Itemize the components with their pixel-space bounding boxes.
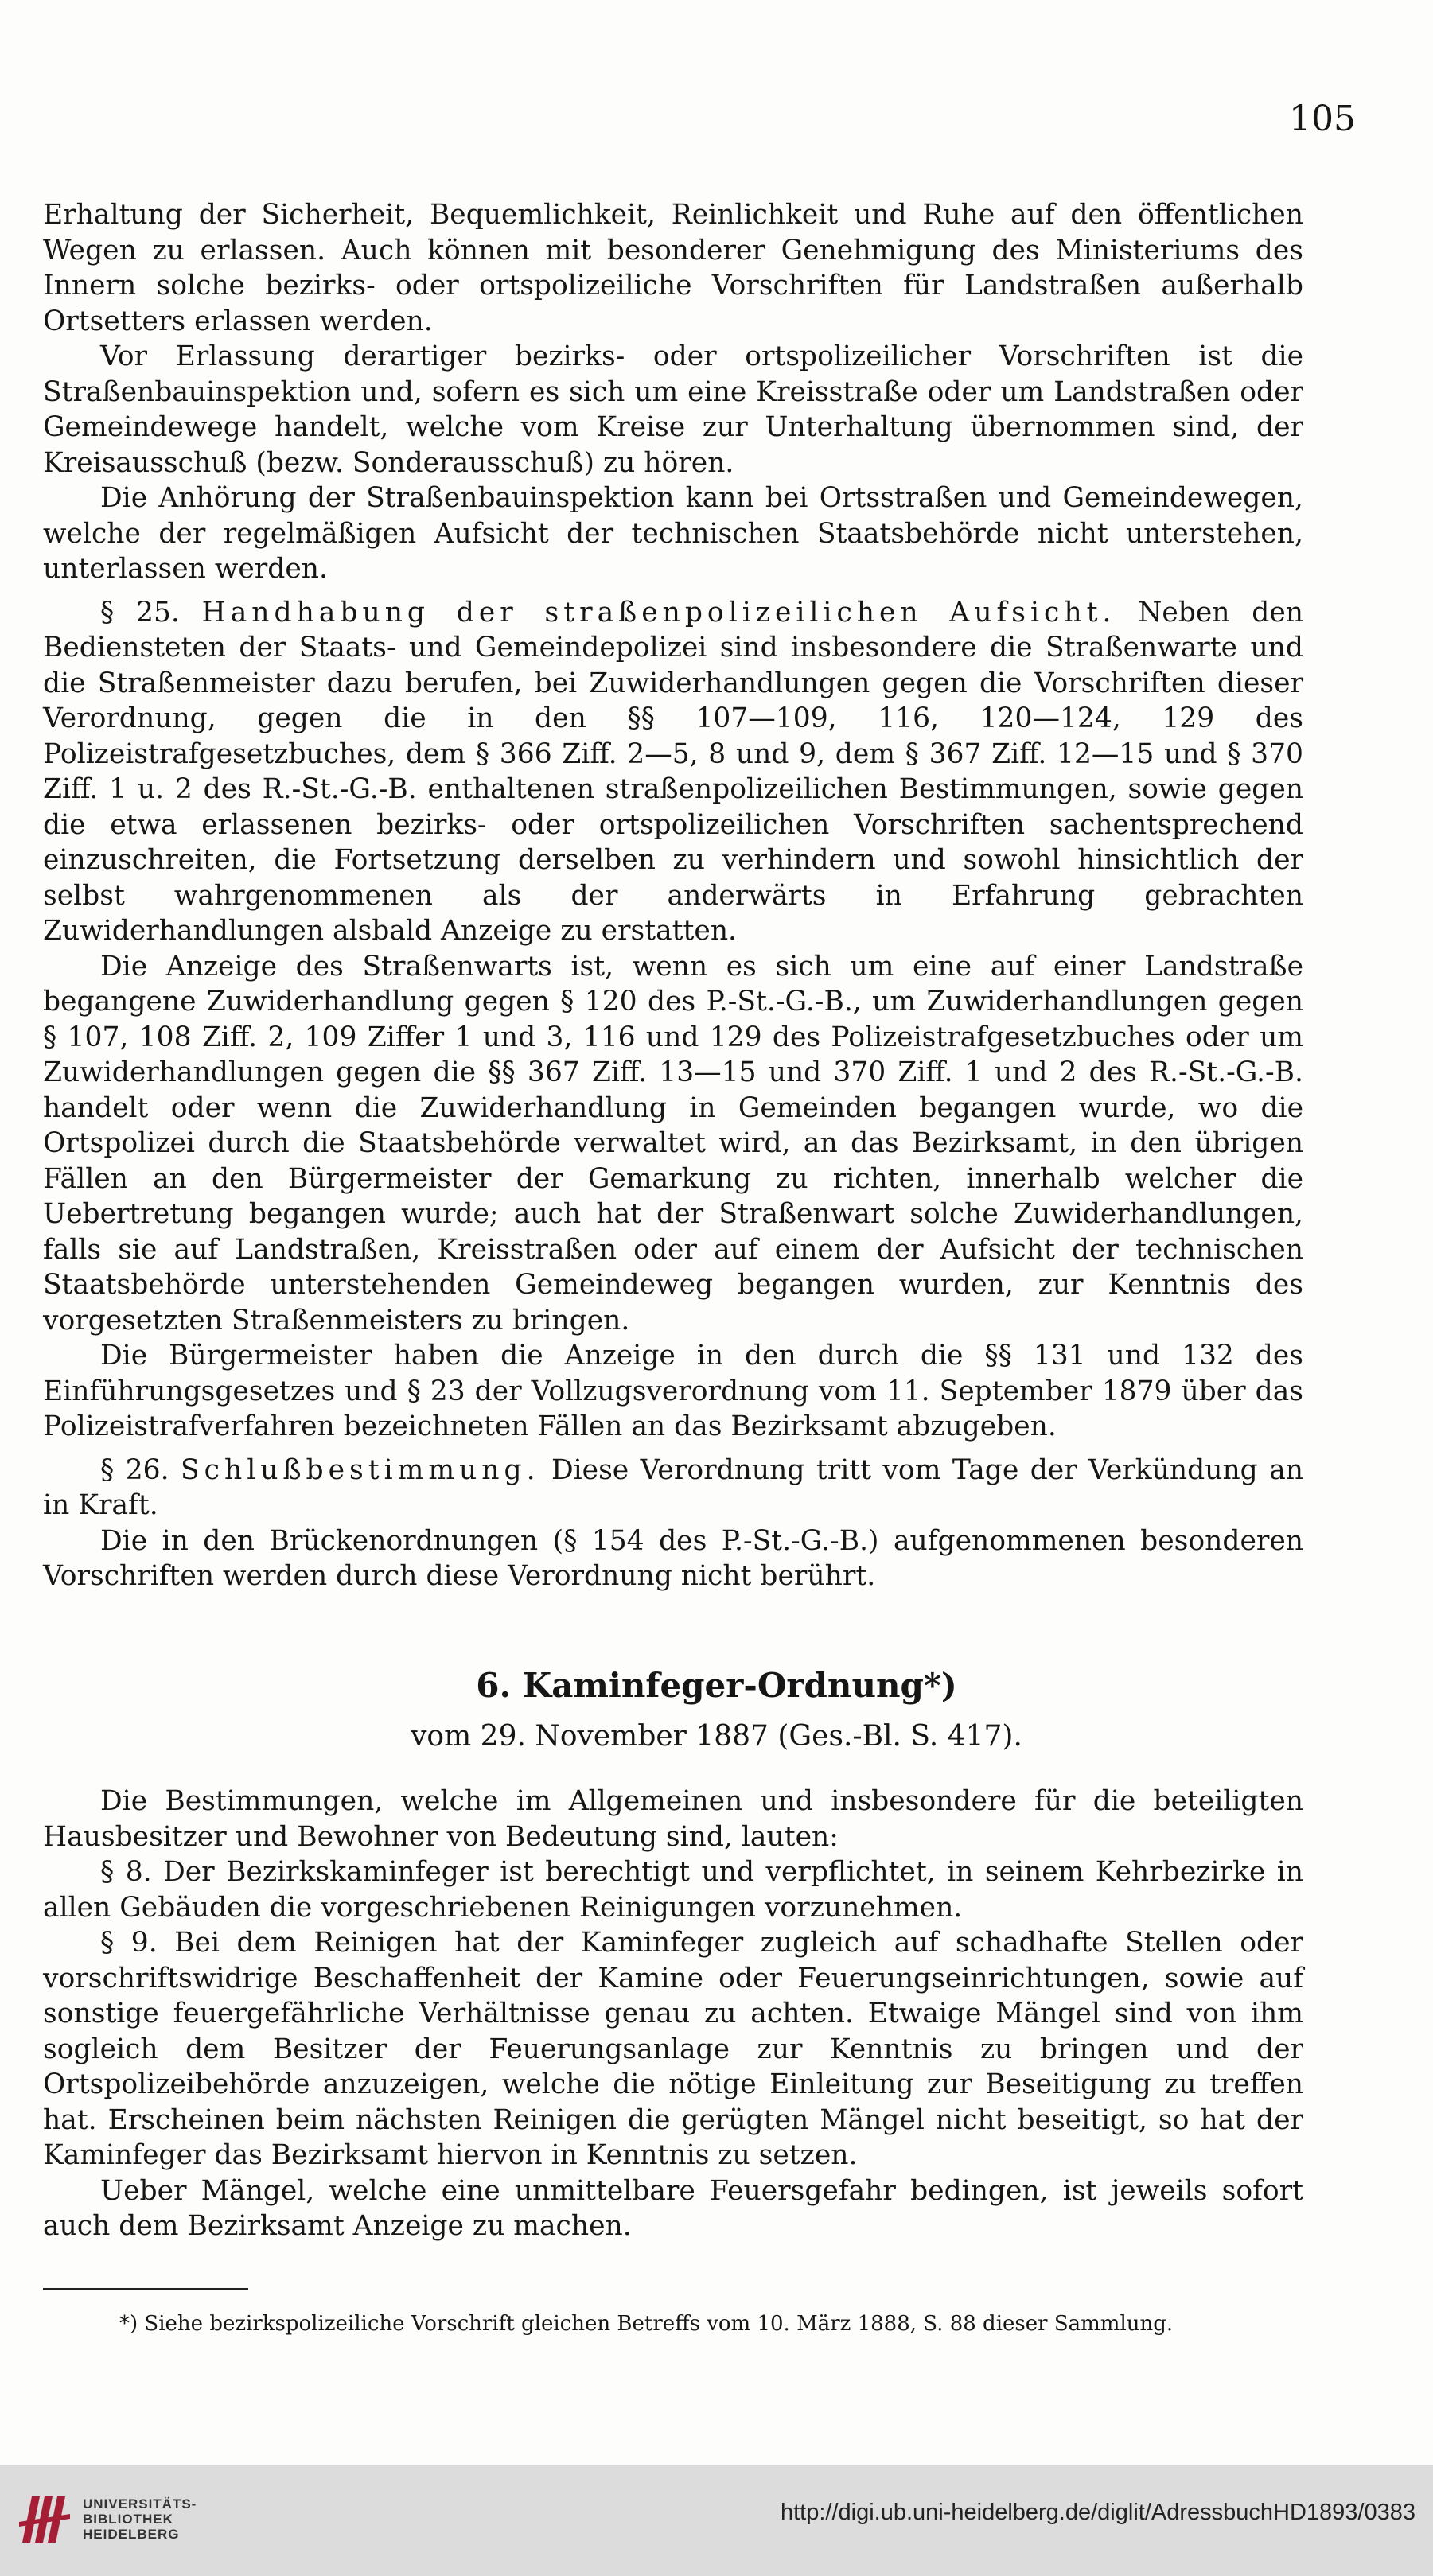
paragraph: Die Anzeige des Straßenwarts ist, wenn es sich um eine auf einer Landstraße begangene Zuwiderhandlung gegen § 120 des P.-St.-G.-B., um Zuwiderhandlungen gegen § 107, 108 Ziff. 2, 109 Ziffer 1 und 3, 116 und 129 des Polizeistrafgesetzbuches oder um Zuwiderhandlungen gegen die §§ 367 Ziff. 13—15 und 370 Ziff. 1 und 2 des R.-St.-G.-B. handelt oder wenn die Zuwiderhandlung in Gemeinden begangen wurde, wo die Ortspolizei durch die Staatsbehörde verwaltet wird, an das Bezirksamt, in den übrigen Fällen an den Bürgermeister der Gemarkung zu richten, innerhalb welcher die Uebertretung begangen wurde; auch hat der Straßenwart solche Zuwiderhandlungen, falls sie auf Landstraßen, Kreisstraßen oder auf einem der Aufsicht der technischen Staatsbehörde unterstehenden Gemeindeweg begangen wurden, zur Kenntnis des vorgesetzten Straßenmeisters zu bringen. <box>43 950 1303 1337</box>
section-26 <box>43 1453 1303 1523</box>
section-number: § 25. <box>100 596 180 628</box>
library-name-line: UNIVERSITÄTS- <box>83 2496 197 2512</box>
library-name-line: HEIDELBERG <box>83 2527 180 2542</box>
paragraph: Die Bürgermeister haben die Anzeige in den durch die §§ 131 und 132 des Einführungsgesetzes und § 23 der Vollzugsverordnung vom 11. September 1879 über das Polizeistrafverfahren bezeichneten Fällen an das Bezirksamt abzugeben. <box>43 1340 1303 1442</box>
footnote-divider <box>43 2288 248 2290</box>
university-library-logo-icon <box>16 2490 73 2547</box>
paragraph: § 9. Bei dem Reinigen hat der Kaminfeger zugleich auf schadhafte Stellen oder vorschriftswidrige Beschaffenheit der Kamine oder Feuerungseinrichtungen, sowie auf sonstige feuergefährliche Verhältnisse genau zu achten. Etwaige Mängel sind von ihm sogleich dem Besitzer der Feuerungsanlage zur Kenntnis zu bringen und der Ortspolizeibehörde anzuzeigen, welche die nötige Einleitung zur Beseitigung zu treffen hat. Erscheinen beim nächsten Reinigen die gerügten Mängel nicht beseitigt, so hat der Kaminfeger das Bezirksamt hiervon in Kenntnis zu setzen. <box>43 1927 1303 2171</box>
footnote: *) Siehe bezirkspolizeiliche Vorschrift gleichen Betreffs vom 10. März 1888, S. 88 dieser Sammlung. <box>119 2312 1174 2336</box>
section-number: § 26. <box>100 1453 169 1486</box>
paragraph: Ueber Mängel, welche eine unmittelbare Feuersgefahr bedingen, ist jeweils sofort auch dem Bezirksamt Anzeige zu machen. <box>43 2174 1303 2242</box>
section-25 <box>43 595 1303 949</box>
section-subtitle: vom 29. November 1887 (Ges.-Bl. S. 417). <box>411 1720 1022 1753</box>
source-url-link[interactable]: http://digi.ub.uni-heidelberg.de/diglit/AdressbuchHD1893/0383 <box>780 2500 1415 2525</box>
paragraph: Vor Erlassung derartiger bezirks- oder ortspolizeilicher Vorschriften ist die Straßenbauinspektion und, sofern es sich um eine Kreisstraße oder um Landstraßen oder Gemeindewege handelt, welche vom Kreise zur Unterhaltung übernommen sind, der Kreisausschuß (bezw. Sonderausschuß) zu hören. <box>43 340 1303 479</box>
paragraph: Erhaltung der Sicherheit, Bequemlichkeit, Reinlichkeit und Ruhe auf den öffentlichen Wegen zu erlassen. Auch können mit besonderer Genehmigung des Ministeriums des Innern solche bezirks- oder ortspolizeiliche Vorschriften für Landstraßen außerhalb Ortsetters erlassen werden. <box>43 199 1303 337</box>
paragraph: Die Bestimmungen, welche im Allgemeinen und insbesondere für die beteiligten Hausbesitzer und Bewohner von Bedeutung sind, lauten: <box>43 1785 1303 1853</box>
section-heading: Handhabung der straßenpolizeilichen Aufsicht. <box>201 596 1116 628</box>
library-name-line: BIBLIOTHEK <box>83 2512 173 2527</box>
section-text: Diese Verordnung tritt vom Tage der Verkündung an in Kraft. <box>43 1453 1303 1521</box>
text-block-bottom <box>43 1784 1303 2244</box>
section-text: Neben den Bediensteten der Staats- und Gemeindepolizei sind insbesondere die Straßenwarte und die Straßenmeister dazu berufen, bei Zuwiderhandlungen gegen die Vorschriften dieser Verordnung, gegen die in den §§ 107—109, 116, 120—124, 129 des Polizeistrafgesetzbuches, dem § 366 Ziff. 2—5, 8 und 9, dem § 367 Ziff. 12—15 und § 370 Ziff. 1 u. 2 des R.-St.-G.-B. enthaltenen straßenpolizeilichen Bestimmungen, sowie gegen die etwa erlassenen bezirks- oder ortspolizeilichen Vorschriften sachentsprechend einzuschreiten, die Fortsetzung derselben zu verhindern und sowohl hinsichtlich der selbst wahrgenommenen als der anderwärts in Erfahrung gebrachten Zuwiderhandlungen alsbald Anzeige zu erstatten. <box>43 596 1303 947</box>
page-number: 105 <box>1289 99 1356 139</box>
library-footer <box>0 2465 1433 2576</box>
text-block-top <box>43 197 1303 1594</box>
paragraph: § 8. Der Bezirkskaminfeger ist berechtigt und verpflichtet, in seinem Kehrbezirke in allen Gebäuden die vorgeschriebenen Reinigungen vorzunehmen. <box>43 1856 1303 1924</box>
paragraph: Die Anhörung der Straßenbauinspektion kann bei Ortsstraßen und Gemeindewegen, welche der regelmäßigen Aufsicht der technischen Staatsbehörde nicht unterstehen, unterlassen werden. <box>43 482 1303 585</box>
paragraph: Die in den Brückenordnungen (§ 154 des P.-St.-G.-B.) aufgenommenen besonderen Vorschriften werden durch diese Verordnung nicht berührt. <box>43 1524 1303 1592</box>
section-heading: Schlußbestimmung. <box>181 1453 540 1486</box>
section-title: 6. Kaminfeger-Ordnung*) <box>476 1666 957 1705</box>
library-name <box>83 2496 197 2542</box>
